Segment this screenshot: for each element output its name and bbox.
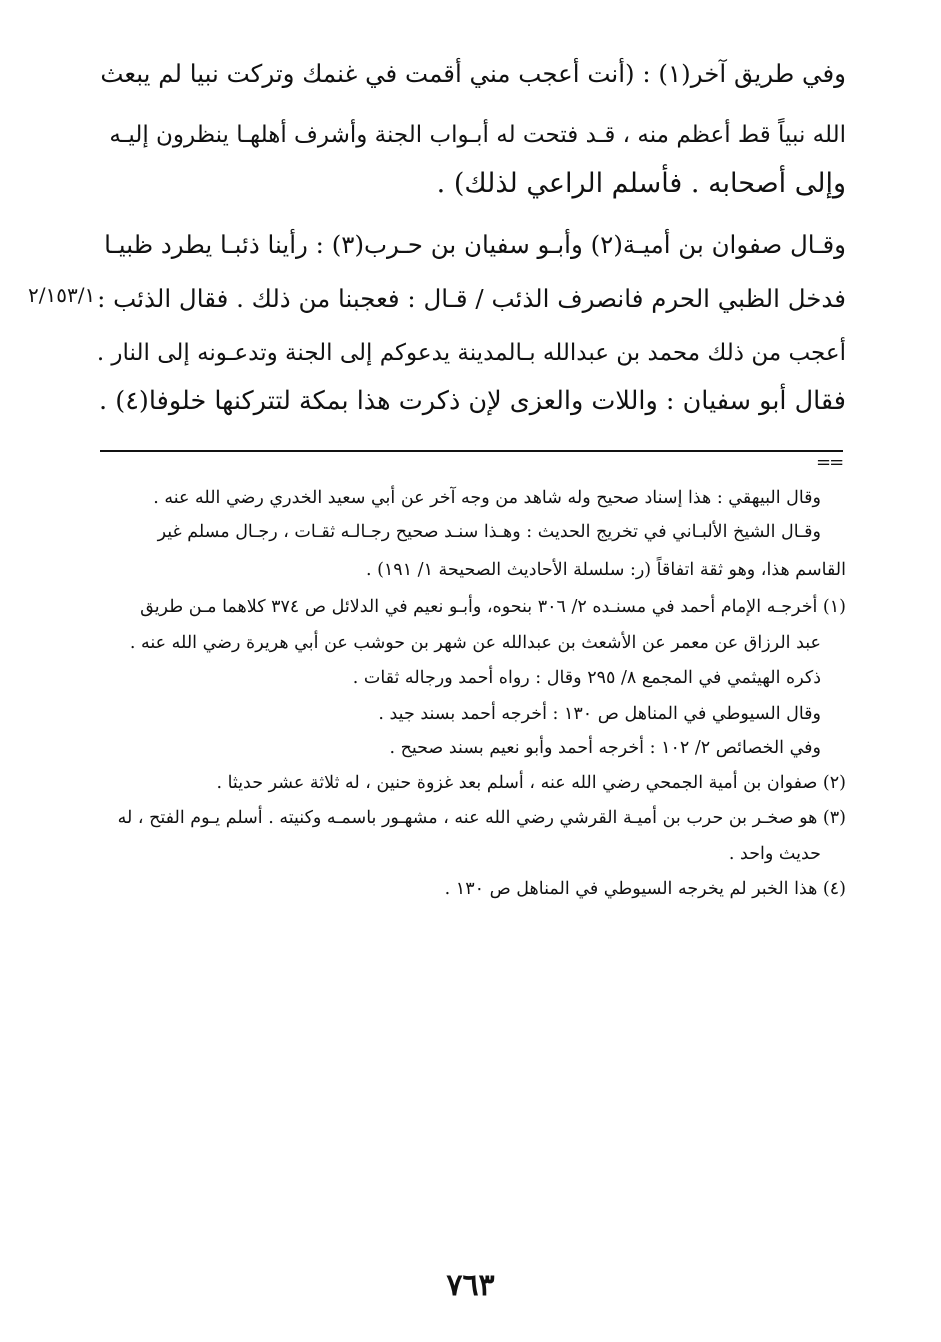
footnote-separator (100, 450, 843, 452)
footnote-line: (٢) صفوان بن أمية الجمحي رضي الله عنه ، أسلم بعد غزوة حنين ، له ثلاثة عشر حديثا . (216, 773, 846, 793)
footnote-line: عبد الرزاق عن معمر عن الأشعث بن عبدالله عن شهر بن حوشب عن أبي هريرة رضي الله عنه . (129, 633, 821, 653)
footnote-line: (٤) هذا الخبر لم يخرجه السيوطي في المناهل ص ١٣٠ . (444, 879, 846, 899)
page-number: ٧٦٣ (446, 1268, 495, 1303)
footnote-line: القاسم هذا، وهو ثقة اتفاقاً (ر: سلسلة الأحاديث الصحيحة ١/ ١٩١) . (365, 560, 846, 580)
footnote-line: حديث واحد . (728, 844, 821, 864)
footnote-line: (١) أخرجـه الإمام أحمد في مسنـده ٢/ ٣٠٦ بنحوه، وأبـو نعيم في الدلائل ص ٣٧٤ كلاهما مـن طريق (140, 597, 846, 617)
footnote-line: وفي الخصائص ٢/ ١٠٢ : أخرجه أحمد وأبو نعيم بسند صحيح . (389, 738, 821, 758)
main-text-line: أعجب من ذلك محمد بن عبدالله بـالمدينة يدعوكم إلى الجنة وتدعـونه إلى النار . (96, 340, 846, 366)
main-text-line: فقال أبو سفيان : واللات والعزى لإن ذكرت هذا بمكة لتتركنها خلوفا(٤) . (99, 386, 846, 416)
margin-reference: ٢/١٥٣/١ (28, 283, 96, 307)
main-text-line: وإلى أصحابه . فأسلم الراعي لذلك) . (436, 168, 846, 199)
main-text-line: وقـال صفوان بن أميـة(٢) وأبـو سفيان بن حـرب(٣) : رأينا ذئبـا يطرد ظبيـا (104, 230, 846, 259)
footnote-line: ذكره الهيثمي في المجمع ٨/ ٢٩٥ وقال : رواه أحمد ورجاله ثقات . (352, 668, 821, 688)
main-text-line: وفي طريق آخر(١) : (أنت أعجب مني أقمت في غنمك وتركت نبيا لم يبعث (100, 59, 846, 88)
continuation-mark: == (816, 452, 843, 473)
main-text-line: الله نبياً قط أعظم منه ، قـد فتحت له أبـواب الجنة وأشرف أهلهـا ينظرون إليـه (109, 122, 846, 148)
footnote-line: (٣) هو صخـر بن حرب بن أميـة القرشي رضي الله عنه ، مشهـور باسمـه وكنيته . أسلم يـوم الفتح ، له (117, 808, 846, 828)
footnote-line: وقال السيوطي في المناهل ص ١٣٠ : أخرجه أحمد بسند جيد . (378, 704, 821, 724)
footnote-line: وقـال الشيخ الألبـاني في تخريج الحديث : وهـذا سنـد صحيح رجـالـه ثقـات ، رجـال مسلم غير (157, 522, 821, 542)
footnote-line: وقال البيهقي : هذا إسناد صحيح وله شاهد من وجه آخر عن أبي سعيد الخدري رضي الله عنه . (153, 488, 821, 508)
main-text-line: فدخل الظبي الحرم فانصرف الذئب / قـال : فعجبنا من ذلك . فقال الذئب : (97, 284, 846, 313)
